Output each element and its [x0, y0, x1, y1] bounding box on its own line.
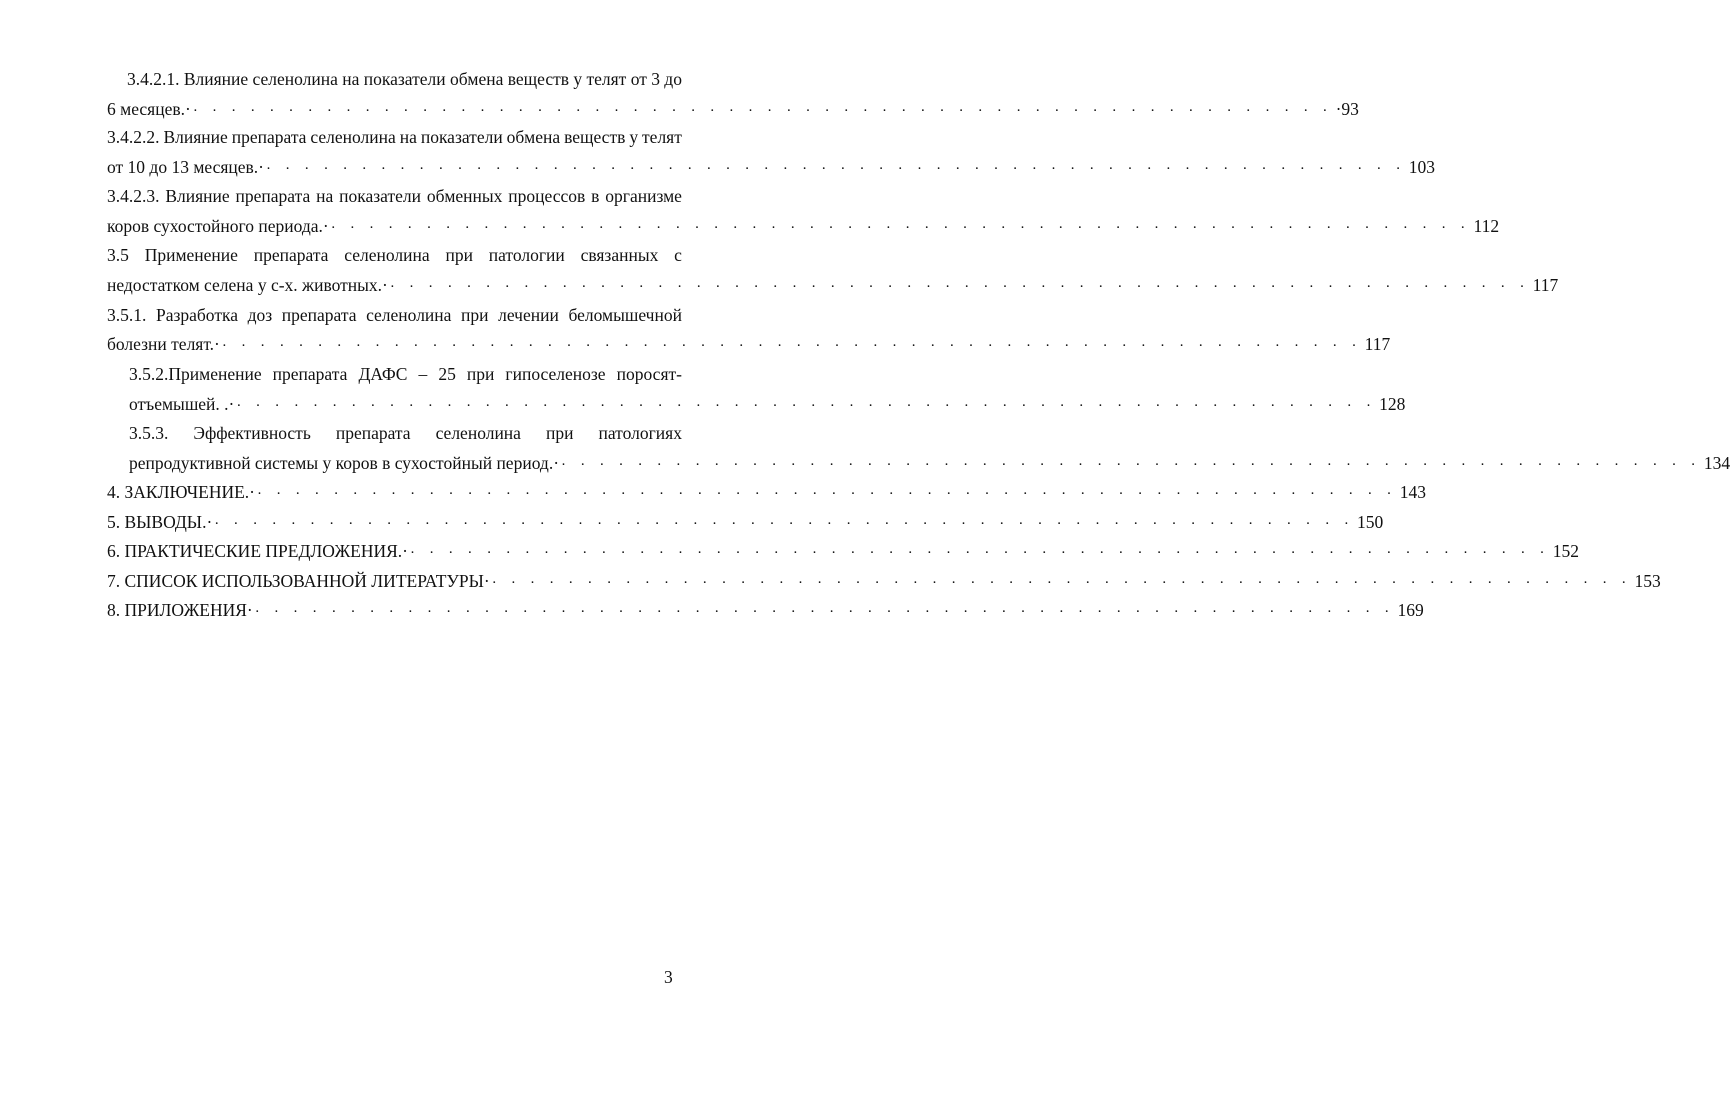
toc-entry-page-number: 128: [1379, 394, 1406, 414]
leader-dots: · · · · · · · · · · · · · · · · · · · · · · · · · · · · · · · · · · · · · · · · · · · · · · · · · · · · · · · · · · · ·: [409, 545, 1550, 561]
toc-entry-leader-line: [107, 156, 1436, 178]
toc-entry-leader-line: [107, 274, 1559, 296]
toc-entry-title-continued: от 10 до 13 месяцев.·: [107, 157, 265, 177]
leader-dots: · · · · · · · · · · · · · · · · · · · · · · · · · · · · · · · · · · · · · · · · · · · · · · · · · · · · · · · · · · · ·: [491, 575, 1632, 591]
leader-dots: · · · · · · · · · · · · · · · · · · · · · · · · · · · · · · · · · · · · · · · · · · · · · · · · · · · · · · · · · · · ·: [236, 398, 1377, 414]
toc-entry-page-number: 103: [1408, 157, 1436, 177]
toc-entry-title-continued: недостатком селена у с-х. животных.·: [107, 275, 388, 295]
toc-entry-leader-line: [129, 393, 1406, 415]
toc-entry-title: 6. ПРАКТИЧЕСКИЕ ПРЕДЛОЖЕНИЯ.·: [107, 541, 408, 561]
leader-dots: · · · · · · · · · · · · · · · · · · · · · · · · · · · · · · · · · · · · · · · · · · · · · · · · · · · · · · · · · · · ·: [257, 486, 1397, 502]
leader-dots: · · · · · · · · · · · · · · · · · · · · · · · · · · · · · · · · · · · · · · · · · · · · · · · · · · · · · · · · · · · ·: [221, 338, 1362, 354]
toc-entry-title-continued: отъемышей. .·: [129, 394, 235, 414]
toc-entry-findings[interactable]: [107, 511, 1384, 533]
toc-entry-references[interactable]: [107, 570, 1661, 592]
toc-entry-title-line: 3.5.2.Применение препарата ДАФС – 25 при гипоселенозе поросят-: [129, 364, 682, 384]
toc-entry-practical-proposals[interactable]: [107, 540, 1579, 562]
toc-entry-page-number: 150: [1357, 512, 1384, 532]
toc-entry-page-number: 153: [1634, 571, 1661, 591]
toc-entry-title: 8. ПРИЛОЖЕНИЯ·: [107, 600, 253, 620]
toc-entry-title-line: 3.4.2.1. Влияние селенолина на показатели обмена веществ у телят от 3 до: [127, 69, 682, 89]
toc-entry-page-number: 143: [1399, 482, 1427, 502]
toc-entry-title: 5. ВЫВОДЫ.·: [107, 512, 213, 532]
toc-entry-title-continued: 6 месяцев.·: [107, 99, 191, 119]
toc-entry-conclusion[interactable]: [107, 481, 1427, 503]
leader-dots: · · · · · · · · · · · · · · · · · · · · · · · · · · · · · · · · · · · · · · · · · · · · · · · · · · · · · · · · · · · ·: [330, 220, 1471, 236]
toc-entry-page-number: 112: [1473, 216, 1500, 236]
toc-entry-page-number: 152: [1552, 541, 1579, 561]
leader-dots: · · · · · · · · · · · · · · · · · · · · · · · · · · · · · · · · · · · · · · · · · · · · · · · · · · · · · · · · · · · ·: [214, 516, 1355, 532]
leader-dots: · · · · · · · · · · · · · · · · · · · · · · · · · · · · · · · · · · · · · · · · · · · · · · · · · · · · · · · · · · · ·: [266, 161, 1406, 177]
toc-entry-title: 4. ЗАКЛЮЧЕНИЕ.·: [107, 482, 255, 502]
toc-entry-page-number: 117: [1364, 334, 1391, 354]
toc-entry-title: 7. СПИСОК ИСПОЛЬЗОВАННОЙ ЛИТЕРАТУРЫ·: [107, 571, 490, 591]
toc-entry-page-number: 134: [1703, 453, 1730, 473]
leader-dots: · · · · · · · · · · · · · · · · · · · · · · · · · · · · · · · · · · · · · · · · · · · · · · · · · · · · · · · · · · · ·: [254, 604, 1395, 620]
toc-entry-page-number: 169: [1397, 600, 1424, 620]
toc-entry-title-continued: репродуктивной системы у коров в сухостойный период.·: [129, 453, 560, 473]
toc-entry-title-line: 3.5.1. Разработка доз препарата селенолина при лечении беломышечной: [107, 305, 682, 325]
page-number: 3: [664, 967, 673, 987]
toc-entry-appendices[interactable]: [107, 599, 1424, 621]
leader-dots: · · · · · · · · · · · · · · · · · · · · · · · · · · · · · · · · · · · · · · · · · · · · · · · · · · · · · · · · · · · ·: [389, 279, 1530, 295]
toc-entry-title-continued: болезни телят.·: [107, 334, 220, 354]
toc-entry-leader-line: [107, 215, 1500, 237]
toc-entry-leader-line: [129, 452, 1730, 474]
toc-entry-title-line: 3.4.2.2. Влияние препарата селенолина на показатели обмена веществ у телят: [107, 127, 682, 147]
toc-entry-page-number: 117: [1532, 275, 1559, 295]
leader-dots: · · · · · · · · · · · · · · · · · · · · · · · · · · · · · · · · · · · · · · · · · · · · · · · · · · · · · · · · · · · ·: [192, 103, 1333, 119]
toc-entry-title-continued: коров сухостойного периода.·: [107, 216, 329, 236]
toc-entry-page-number: ·93: [1335, 99, 1359, 119]
toc-entry-leader-line: [107, 98, 1359, 120]
toc-entry-title-line: 3.5 Применение препарата селенолина при патологии связанных с: [107, 245, 682, 265]
toc-entry-leader-line: [107, 333, 1391, 355]
toc-entry-title-line: 3.5.3. Эффективность препарата селенолина при патологиях: [129, 423, 682, 443]
leader-dots: · · · · · · · · · · · · · · · · · · · · · · · · · · · · · · · · · · · · · · · · · · · · · · · · · · · · · · · · · · · ·: [561, 457, 1701, 473]
toc-entry-title-line: 3.4.2.3. Влияние препарата на показатели обменных процессов в организме: [107, 186, 682, 206]
